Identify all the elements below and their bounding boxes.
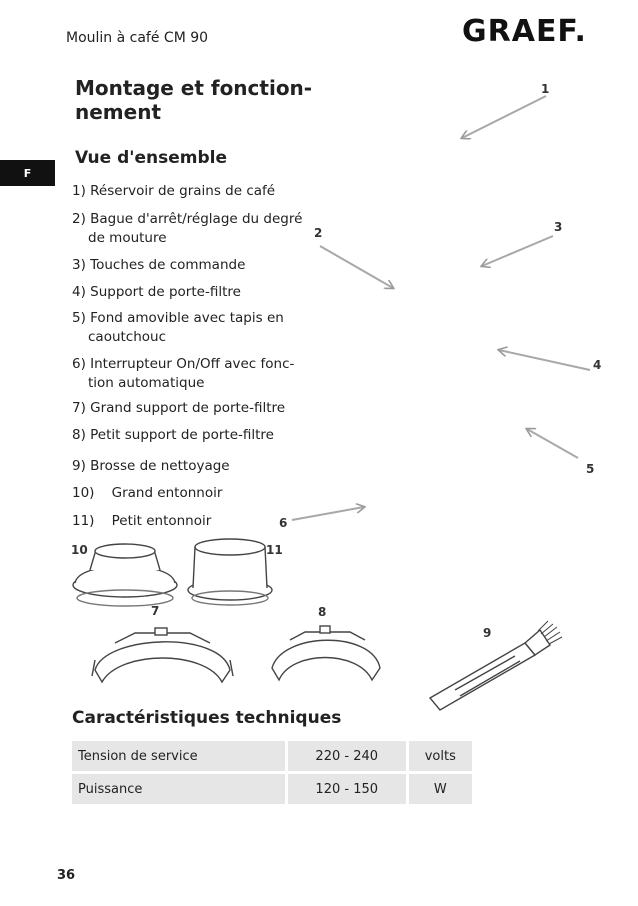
page-number: 36: [57, 868, 76, 883]
list-item: 3) Touches de commande: [72, 257, 246, 273]
callout-3: 3: [554, 220, 563, 234]
callout-8: 8: [318, 605, 327, 619]
list-item: 11) Petit entonnoir: [72, 513, 212, 529]
product-name: Moulin à café CM 90: [66, 30, 209, 46]
callout-2: 2: [314, 226, 323, 240]
callout-5: 5: [586, 462, 595, 476]
spec-label: Puissance: [72, 774, 285, 804]
spec-unit: W: [406, 774, 472, 804]
overview-heading: Vue d'ensemble: [75, 148, 227, 168]
list-item: 7) Grand support de porte-filtre: [72, 400, 286, 416]
list-item: 5) Fond amovible avec tapis en caoutchouc: [72, 310, 284, 345]
large-funnel-icon: [73, 544, 177, 606]
arrow-3: [482, 236, 553, 266]
list-item: 2) Bague d'arrêt/réglage du degré de mouture: [72, 211, 303, 246]
small-filter-holder-support-icon: [272, 626, 380, 680]
callout-11: 11: [266, 543, 283, 557]
large-filter-holder-support-icon: [92, 628, 233, 682]
arrow-4: [499, 350, 590, 370]
list-item: 8) Petit support de porte-filtre: [72, 427, 274, 443]
spec-value: 220 - 240: [285, 741, 406, 771]
page-title: Montage et fonction- nement: [75, 76, 313, 124]
callout-6: 6: [279, 516, 288, 530]
arrow-1: [462, 96, 546, 138]
specs-heading: Caractéristiques techniques: [72, 708, 342, 728]
brand-logo: GRAEF.: [462, 14, 587, 49]
list-item: 1) Réservoir de grains de café: [72, 183, 276, 199]
callout-4: 4: [593, 358, 602, 372]
arrow-5: [527, 429, 578, 458]
specs-table: [72, 738, 472, 807]
list-item: 6) Interrupteur On/Off avec fonc- tion automatique: [72, 356, 295, 391]
spec-unit: volts: [406, 741, 472, 771]
callout-9: 9: [483, 626, 492, 640]
arrow-6: [292, 507, 364, 520]
language-tab: F: [0, 160, 55, 186]
arrow-2: [320, 246, 393, 288]
callout-7: 7: [151, 604, 160, 618]
list-item: 4) Support de porte-filtre: [72, 284, 241, 300]
small-funnel-icon: [188, 539, 272, 605]
callout-10: 10: [71, 543, 88, 557]
callout-1: 1: [541, 82, 550, 96]
list-item: 10) Grand entonnoir: [72, 485, 223, 501]
table-row: [72, 741, 472, 771]
table-row: [72, 774, 472, 804]
spec-label: Tension de service: [72, 741, 285, 771]
list-item: 9) Brosse de nettoyage: [72, 458, 230, 474]
cleaning-brush-icon: [430, 621, 562, 710]
spec-value: 120 - 150: [285, 774, 406, 804]
